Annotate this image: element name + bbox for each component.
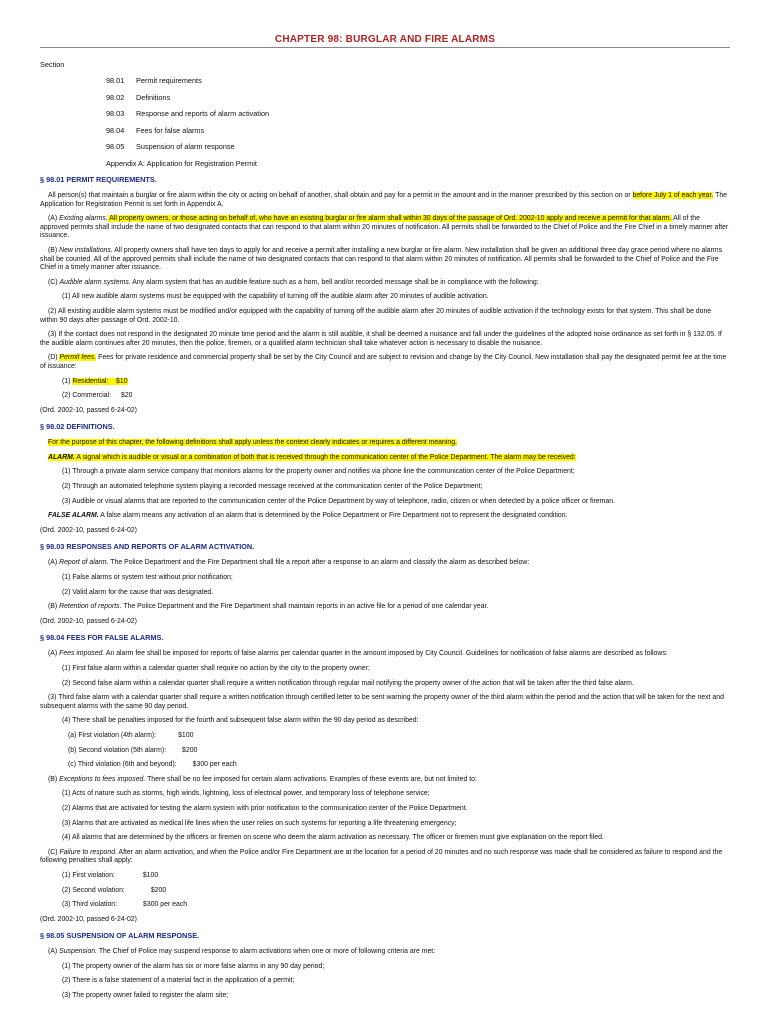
penalty-item: (b) Second violation (5th alarm): $200	[68, 746, 198, 754]
history-note: (Ord. 2002-10, passed 6-24-02)	[40, 526, 137, 534]
paragraph: For the purpose of this chapter, the following definitions shall apply unless the context clearly indicates or requires a different meaning.	[48, 439, 457, 447]
list-item: (3) Third false alarm with a calendar quarter shall require a written notification through certified letter to be sent warning the property owner of the third alarm within the period and the action that will be taken for the next and subsequent alarms with the same 90 day period.	[40, 694, 724, 710]
list-item: (1) First false alarm within a calendar quarter shall require no action by the city to the property owner;	[62, 665, 370, 672]
paragraph: (A) Report of alarm. The Police Department and the Fire Department shall file a report after a response to an alarm and classify the alarm as described below:	[48, 559, 530, 567]
list-item: (4) All alarms that are determined by the officers or firemen on scene who deem the alarm activation as necessary. The officer or firemen must give explanation on the report filed.	[62, 834, 604, 842]
list-item: (3) Alarms that are activated as medical life lines when the user relies on such systems for reporting a life threatening emergency;	[62, 819, 457, 827]
paragraph: All person(s) that maintain a burglar or fire alarm within the city or acting on behalf of another, shall obtain and pay for a permit in the amount and in the manner prescribed by this section on or before July 1 of each year. The Application for Registration Permit is set forth in Appendix A.	[40, 192, 727, 208]
title-divider	[40, 47, 730, 48]
paragraph: (B) Exceptions to fees imposed. There shall be no fee imposed for certain alarm activations. Examples of these events are, but not limited to:	[48, 775, 477, 783]
paragraph: (B) Retention of reports. The Police Department and the Fire Department shall maintain reports in an active file for a period of one calendar year.	[48, 603, 489, 611]
list-item: (2) Valid alarm for the cause that was designated.	[62, 588, 214, 596]
definition-false-alarm: FALSE ALARM. A false alarm means any activation of an alarm that is determined by the Police Department or Fire Department not to represent the designated condition.	[48, 512, 568, 520]
list-item: (2) There is a false statement of a material fact in the application of a permit;	[62, 977, 295, 985]
penalty-item: (a) First violation (4th alarm): $100	[68, 731, 194, 739]
section-heading-98-02: § 98.02 DEFINITIONS.	[40, 422, 115, 432]
section-label: Section	[40, 60, 65, 69]
list-item: (3) If the contact does not respond in the designated 20 minute time period and the alarm is still audible, it shall be deemed a nuisance and fall under the guidelines of the adopted noise ordinance as set forth in § 132.05. If the audible alarm continues after 20 minutes, then the police, firemen, or a qualified alarm technician shall take whatever action is necessary to disable the nuisance.	[40, 331, 722, 347]
toc-item[interactable]: 98.03 Response and reports of alarm activation	[106, 109, 270, 118]
paragraph: (B) New installations. All property owners shall have ten days to apply for and receive a permit after installing a new burglar or fire alarm. New installation shall be given an additional three day grace period where no alarms shall be counted. All of the approved permits shall include the name of two designated contacts that can respond to that alarm within 20 minutes of notification. All permits shall be forwarded to the Chief of Police and the Fire Chief in a timely manner after issuance.	[40, 246, 723, 272]
definition-alarm: ALARM. A signal which is audible or visual or a combination of both that is received through the communication center of the Police Department. The alarm may be received:	[48, 453, 576, 461]
history-note: (Ord. 2002-10, passed 6-24-02)	[40, 915, 137, 923]
list-item: (1) False alarms or system test without prior notification;	[62, 574, 233, 582]
table-of-contents	[106, 76, 730, 168]
section-heading-98-04: § 98.04 FEES FOR FALSE ALARMS.	[40, 633, 164, 643]
penalty-item: (c) Third violation (6th and beyond): $300 per each	[68, 761, 237, 769]
list-item: (2) Alarms that are activated for testing the alarm system with prior notification to the communication center of the Police Department.	[62, 804, 468, 812]
paragraph: (A) Existing alarms. All property owners, or those acting on behalf of, who have an existing burglar or fire alarm shall within 30 days of the passage of Ord. 2002-10 apply and receive a permit for that alarm. All of the approved permits shall include the name of two designated contacts that can respond to that alarm within 20 minutes of notification. All permits shall be forwarded to the Chief of Police and the Fire Chief in a timely manner after issuance.	[40, 215, 729, 240]
history-note: (Ord. 2002-10, passed 6-24-02)	[40, 617, 137, 625]
section-heading-98-01: § 98.01 PERMIT REQUIREMENTS.	[40, 175, 157, 184]
toc-item[interactable]: 98.02 Definitions	[106, 92, 171, 102]
paragraph: (D) Permit fees. Fees for private residence and commercial property shall be set by the City Council and are subject to revision and change by the City Council. New installation shall pay the designated permit fee at the time of issuance:	[40, 354, 727, 370]
list-item: (2) Through an automated telephone system playing a recorded message received at the communication center of the Police Department;	[62, 483, 483, 491]
paragraph: (A) Suspension. The Chief of Police may suspend response to alarm activations when one or more of following criteria are met:	[48, 948, 436, 956]
document-page	[40, 34, 730, 1007]
paragraph: (C) Failure to respond. After an alarm activation, and when the Police and/or Fire Department are at the location for a period of 20 minutes and no such response was made shall be considered as failure to respond and the following penalties shall apply:	[40, 848, 723, 865]
list-item: (3) The property owner failed to register the alarm site;	[62, 992, 229, 1000]
fee-item: (1) Residential: $10	[62, 377, 128, 385]
paragraph: (C) Audible alarm systems. Any alarm system that has an audible feature such as a horn, bell and/or recorded message shall be in compliance with the following:	[48, 278, 539, 286]
list-item: (1) All new audible alarm systems must be equipped with the capability of turning off the audible alarm after 20 minutes of audible activation.	[62, 293, 489, 301]
list-item: (2) All existing audible alarm systems must be modified and/or equipped with the capability of turning off the audible alarm after 20 minutes of audible activation if the technology exists for that system. This shall be done within 90 days after passage of Ord. 2002-10.	[40, 307, 712, 324]
penalty-item: (2) Second violation: $200	[62, 886, 167, 894]
penalty-item: (3) Third violation: $300 per each	[62, 901, 188, 909]
toc-item[interactable]: 98.01 Permit requirements	[106, 76, 202, 85]
list-item: (1) Through a private alarm service company that monitors alarms for the property owner and notifies via phone line the communication center of the Police Department;	[62, 468, 575, 476]
fee-item: (2) Commercial: $20	[62, 392, 133, 400]
list-item: (4) There shall be penalties imposed for the fourth and subsequent false alarm within the 90 day period as described:	[62, 717, 419, 725]
section-heading-98-05: § 98.05 SUSPENSION OF ALARM RESPONSE.	[40, 931, 200, 941]
list-item: (1) The property owner of the alarm has six or more false alarms in any 90 day period;	[62, 962, 325, 970]
history-note: (Ord. 2002-10, passed 6-24-02)	[40, 406, 137, 414]
list-item: (2) Second false alarm within a calendar quarter shall require a written notification through regular mail notifying the property owner of the action that will be taken after the third false alarm.	[62, 679, 634, 687]
chapter-title: CHAPTER 98: BURGLAR AND FIRE ALARMS	[274, 34, 496, 45]
toc-item-appendix[interactable]: Appendix A: Application for Registration Permit	[106, 158, 257, 168]
paragraph: (A) Fees imposed. An alarm fee shall be imposed for reports of false alarms per calendar quarter in the amount imposed by City Council. Guidelines for notification of false alarms are described as follows:	[48, 650, 668, 658]
section-heading-98-03: § 98.03 RESPONSES AND REPORTS OF ALARM ACTIVATION.	[40, 542, 255, 552]
penalty-item: (1) First violation: $100	[62, 871, 159, 879]
toc-item[interactable]: 98.04 Fees for false alarms	[106, 125, 205, 135]
toc-item[interactable]: 98.05 Suspension of alarm response	[106, 142, 235, 151]
list-item: (3) Audible or visual alarms that are reported to the communication center of the Police Department by way of telephone, radio, citizen or when detected by a police officer or fireman.	[62, 497, 615, 505]
list-item: (1) Acts of nature such as storms, high winds, lightning, loss of electrical power, and temporary loss of telephone service;	[62, 790, 430, 798]
